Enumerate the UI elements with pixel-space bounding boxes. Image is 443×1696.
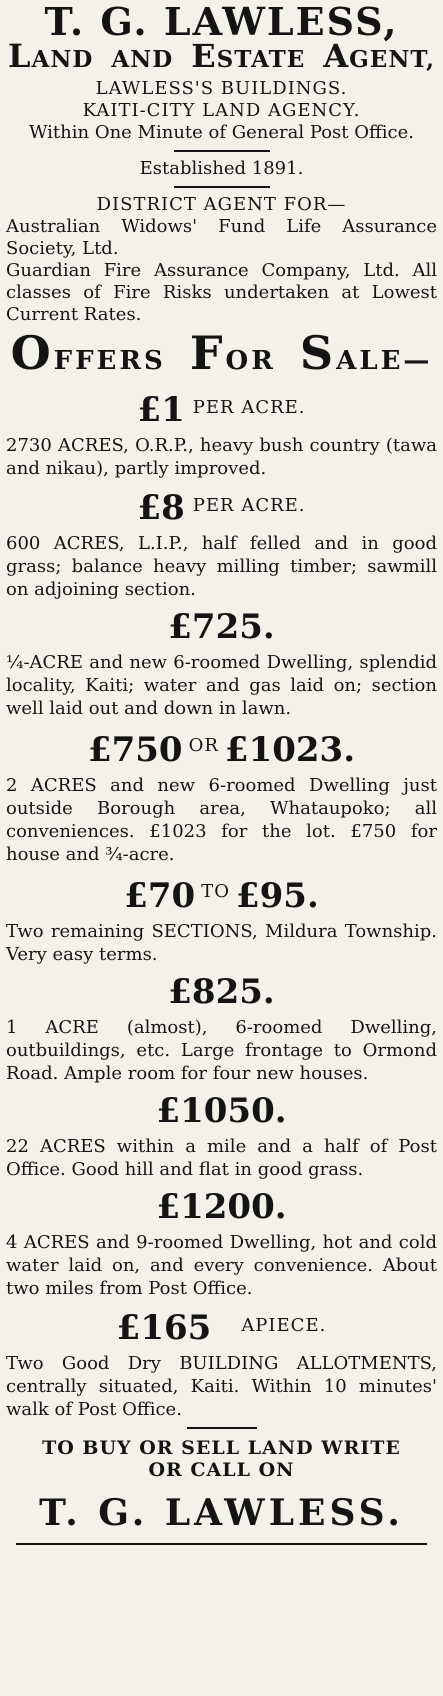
- listing-price: £725.: [168, 607, 275, 647]
- business-title: LAND AND ESTATE AGENT,: [8, 37, 435, 75]
- offers-heading: OFFERS FOR SALE—: [10, 326, 433, 380]
- listing-text: 600 ACRES, L.I.P., half felled and in good grass; balance heavy milling timber; sawmill on adjoining section.: [6, 533, 437, 600]
- agent-heading: DISTRICT AGENT FOR—: [96, 194, 347, 215]
- established-line: Established 1891.: [139, 158, 304, 179]
- divider: [187, 1427, 257, 1429]
- listing-price: £165 $^{APIECE.}$: [116, 1308, 327, 1348]
- call-to-action-line-2: OR CALL ON: [148, 1459, 295, 1481]
- agent-text-1: Australian Widows' Fund Life Assurance Society, Ltd.: [6, 216, 437, 259]
- listing-text: 4 ACRES and 9-roomed Dwelling, hot and cold water laid on, and every convenience. About two miles from Post Office.: [6, 1232, 437, 1299]
- listing-text: 2730 ACRES, O.R.P., heavy bush country (tawa and nikau), partly improved.: [6, 435, 437, 479]
- listing-price: £1 $^{PER ACRE.}$: [137, 390, 306, 430]
- listing-text: 22 ACRES within a mile and a half of Post Office. Good hill and flat in good grass.: [6, 1136, 437, 1180]
- agency-line: KAITI-CITY LAND AGENCY.: [82, 100, 361, 121]
- location-line: Within One Minute of General Post Office.: [28, 122, 415, 143]
- advertisement: [0, 2, 443, 1696]
- listing-price: £1050.: [156, 1091, 287, 1131]
- agent-text-2: Guardian Fire Assurance Company, Ltd. All classes of Fire Risks undertaken at Lowest Current Rates.: [6, 260, 437, 325]
- listing-price: £8 $^{PER ACRE.}$: [137, 488, 306, 528]
- divider: [174, 150, 270, 152]
- listing-text: Two Good Dry BUILDING ALLOTMENTS, centrally situated, Kaiti. Within 10 minutes' walk of Post Office.: [6, 1353, 437, 1420]
- listing-price: £825.: [168, 972, 275, 1012]
- bottom-rule: [16, 1543, 427, 1545]
- listing-text: Two remaining SECTIONS, Mildura Township. Very easy terms.: [6, 921, 437, 965]
- listing-price: £750 $^{OR}$ £1023.: [87, 730, 356, 770]
- listing-text: ¼-ACRE and new 6-roomed Dwelling, splendid locality, Kaiti; water and gas laid on; section well laid out and down in lawn.: [6, 652, 437, 719]
- listing-text: 1 ACRE (almost), 6-roomed Dwelling, outbuildings, etc. Large frontage to Ormond Road. Ample room for four new houses.: [6, 1017, 437, 1084]
- listing-price: £1200.: [156, 1187, 287, 1227]
- advertiser-name: T. G. LAWLESS,: [44, 0, 399, 44]
- signature: T. G. LAWLESS.: [39, 1492, 404, 1534]
- building-line: LAWLESS'S BUILDINGS.: [95, 78, 348, 99]
- call-to-action-line-1: TO BUY OR SELL LAND WRITE: [42, 1437, 401, 1459]
- listing-text: 2 ACRES and new 6-roomed Dwelling just outside Borough area, Whataupoko; all conveniences. £1023 for the lot. £750 for house and ¾-acre.: [6, 775, 437, 865]
- listing-price: £70 $^{TO}$ £95.: [124, 876, 319, 916]
- divider: [174, 186, 270, 188]
